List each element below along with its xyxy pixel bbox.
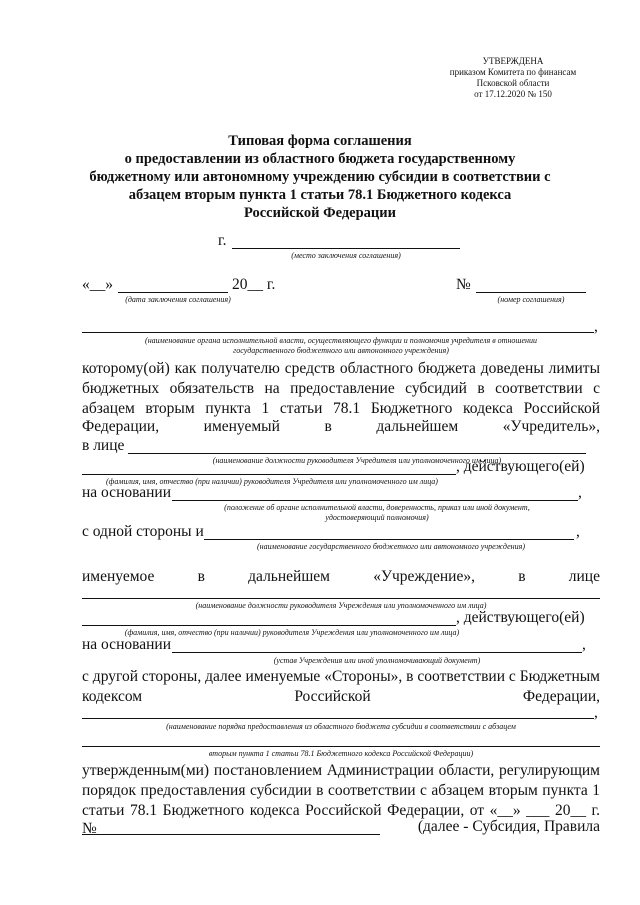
founder-caption-1: (наименование органа исполнительной власти, осуществляющего функции и полномочия учредителя в отношении [145,336,537,345]
parties-text-1: с другой стороны, далее именуемые «Стороны», в соответствии с Бюджетным [82,668,600,685]
founder-field[interactable] [82,332,594,333]
word: Федерации, [82,418,160,435]
institution-name-person-caption: (фамилия, имя, отчество (при наличии) руководителя Учреждения или уполномоченного им лица) [124,628,460,637]
founder-text-3: абзацем вторым пункта 1 статьи 78.1 Бюджетного кодекса Российской [82,400,600,417]
institution-name-person-field[interactable] [82,625,456,626]
approval-line-2: приказом Комитета по финансам [449,67,577,77]
founder-basis-label: на основании [82,484,171,501]
word: Федерации, [522,688,600,705]
founder-caption-2: государственного бюджетного или автономного учреждения) [233,346,449,355]
word: дальнейшем [248,568,330,585]
order-caption-1: (наименование порядка предоставления из областного бюджета субсидии в соответствии с абзацем [166,722,516,731]
title-line-2: о предоставлении из областного бюджета государственному [124,151,516,167]
date-year: 20__ г. [232,276,276,293]
founder-position-caption: (наименование должности руководителя Учредителя или уполномоченного им лица) [212,456,502,465]
word: в [197,568,205,585]
approval-block [428,56,598,100]
institution-basis-field[interactable] [172,652,582,653]
founder-name-field[interactable] [82,474,456,475]
one-side-label: с одной стороны и [82,523,204,540]
place-prefix: г. [218,232,227,249]
order-caption-2: вторым пункта 1 статьи 78.1 Бюджетного кодекса Российской Федерации) [208,749,474,758]
word: дальнейшем [376,418,459,435]
comma: , [576,523,580,540]
institution-name-field[interactable] [204,539,574,540]
comma: , [578,484,582,501]
institution-basis-label: на основании [82,636,171,653]
order-field-1[interactable] [82,718,594,719]
word: именуемое [82,568,155,585]
approval-line-1: УТВЕРЖДЕНА [482,56,544,66]
title-line-1: Типовая форма соглашения [228,133,412,149]
number-prefix: № [456,276,471,293]
institution-position-field[interactable] [82,598,600,599]
parties-text-6: (далее - Субсидия, Правила [417,818,600,835]
word: в [518,568,526,585]
word: лице [568,568,600,585]
title-line-4: абзацем вторым пункта 1 статьи 78.1 Бюджетного кодекса [128,187,512,203]
word: «Учредитель», [502,418,600,435]
parties-text-4: порядок предоставления субсидии в соответствии с абзацем вторым пункта 1 [82,782,600,799]
parties-text-2 [82,688,600,706]
founder-text-1: которому(ой) как получателю средств областного бюджета доведены лимиты [82,360,600,377]
number-caption: (номер соглашения) [497,295,565,304]
parties-text-5: статьи 78.1 Бюджетного кодекса Российской Федерации, от «__» ___ 20__ г. № [82,802,600,837]
order-field-2[interactable] [82,746,600,747]
founder-name-caption: (фамилия, имя, отчество (при наличии) руководителя Учредителя или уполномоченного им лица) [106,477,438,486]
comma: , [594,704,598,721]
comma: , [594,318,598,335]
word: именуемый [203,418,280,435]
institution-position-caption: (наименование должности руководителя Учреждения или уполномоченного им лица) [195,601,487,610]
place-caption: (место заключения соглашения) [291,251,401,260]
document-title [80,132,560,222]
founder-basis-field[interactable] [172,500,578,501]
word: Российской [294,688,371,705]
founder-basis-caption-1: (положение об органе исполнительной власти, доверенность, приказ или иной документ, [224,503,530,512]
institution-acting: , действующего(ей) [456,609,585,626]
founder-text-2: бюджетных обязательств на предоставление субсидий в соответствии с [82,380,600,397]
institution-name-caption: (наименование государственного бюджетного или автономного учреждения) [257,542,525,551]
title-line-5: Российской Федерации [243,205,396,221]
word: кодексом [82,688,143,705]
word: в [324,418,332,435]
parties-text-3: утвержденным(ми) постановлением Администрации области, регулирующим [82,762,600,779]
date-day: «__» [82,276,113,293]
place-field[interactable] [232,248,460,249]
approval-line-4: от 17.12.2020 № 150 [474,89,552,99]
comma: , [582,636,586,653]
in-person-label: в лице [82,437,125,454]
founder-acting: , действующего(ей) [456,458,585,475]
founder-basis-caption-2: удостоверяющий полномочия) [325,513,429,522]
institution-text [82,568,600,586]
founder-position-field[interactable] [128,453,586,454]
title-line-3: бюджетному или автономному учреждению субсидии в соответствии с [89,169,551,185]
date-caption: (дата заключения соглашения) [125,295,231,304]
regulation-number-field[interactable] [82,834,380,835]
approval-line-3: Псковской области [476,78,550,88]
date-month-field[interactable] [118,292,228,293]
number-field[interactable] [476,292,586,293]
founder-text-4 [82,418,600,436]
institution-basis-caption: (устав Учреждения или иной уполномочивающий документ) [273,656,481,665]
word: «Учреждение», [373,568,475,585]
